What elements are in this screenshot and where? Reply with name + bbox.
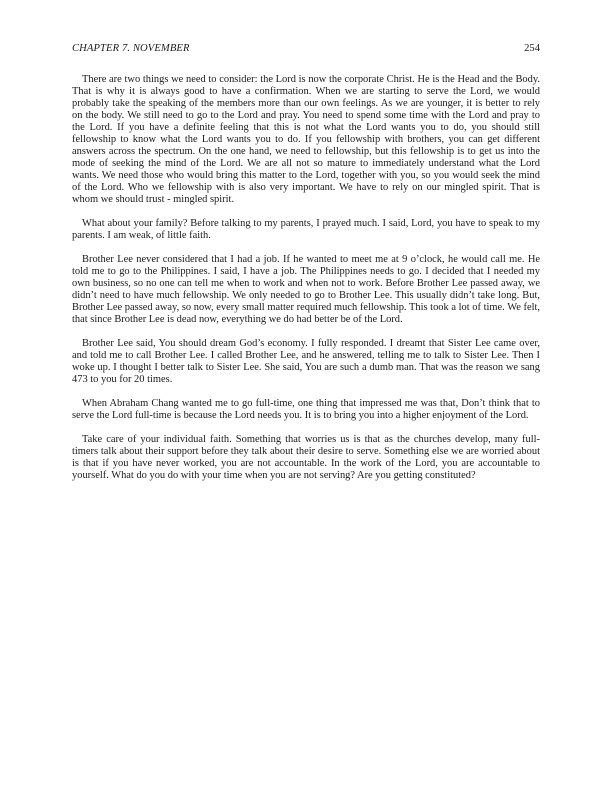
paragraph: There are two things we need to consider: the Lord is now the corporate Christ. He is the Head and the Body. That is why it is always good to have a confirmation. When we are starting to serve the Lord, we would probably take the speaking of the members more than our own feelings. As we are younger, it is better to rely on the body. We still need to go to the Lord and pray. You need to spend some time with the Lord and pray to the Lord. If you have a definite feeling that this is not what the Lord wants you to do, you should still fellowship to know what the Lord wants you to do. If you fellowship with brothers, you can get different answers across the spectrum. On the one hand, we need to fellowship, but this fellowship is to get us into the mode of seeking the mind of the Lord. We are all not so mature to immediately understand what the Lord wants. We need those who would bring this matter to the Lord, together with you, so you would seek the mind of the Lord. Who we fellowship with is also very important. We have to rely on our mingled spirit. That is whom we should trust - mingled spirit. — [72, 74, 540, 205]
chapter-title: CHAPTER 7. NOVEMBER — [72, 43, 190, 54]
paragraph: Brother Lee said, You should dream God’s economy. I fully responded. I dreamt that Sister Lee came over, and told me to call Brother Lee. I called Brother Lee, and he answered, telling me to talk to Sister Lee. Then I woke up. I thought I better talk to Sister Lee. She said, You are such a dumb man. That was the reason we sang 473 to you for 20 times. — [72, 338, 540, 385]
paragraph: Take care of your individual faith. Something that worries us is that as the churches develop, many full-timers talk about their support before they talk about their desire to serve. Something else we are worried about is that if you have never worked, you are not accountable. In the work of the Lord, you are accountable to yourself. What do you do with your time when you are not serving? Are you getting constituted? — [72, 434, 540, 481]
paragraph: What about your family? Before talking to my parents, I prayed much. I said, Lord, you have to speak to my parents. I am weak, of little faith. — [72, 218, 540, 241]
paragraph: Brother Lee never considered that I had a job. If he wanted to meet me at 9 o’clock, he would call me. He told me to go to the Philippines. I said, I have a job. The Philippines needs to go. I decided that I needed my own business, so no one can tell me when to work and when not to work. Before Brother Lee passed away, we didn’t need to have much fellowship. We only needed to go to Brother Lee. This usually didn’t take long. But, Brother Lee passed away, so now, every small matter required much fellowship. This took a lot of time. We felt, that since Brother Lee is dead now, everything we do had better be of the Lord. — [72, 254, 540, 325]
body-text — [72, 74, 540, 494]
running-header — [72, 43, 540, 57]
page-number: 254 — [524, 43, 540, 54]
paragraph: When Abraham Chang wanted me to go full-time, one thing that impressed me was that, Don’t think that to serve the Lord full-time is because the Lord needs you. It is to bring you into a higher enjoyment of the Lord. — [72, 398, 540, 421]
